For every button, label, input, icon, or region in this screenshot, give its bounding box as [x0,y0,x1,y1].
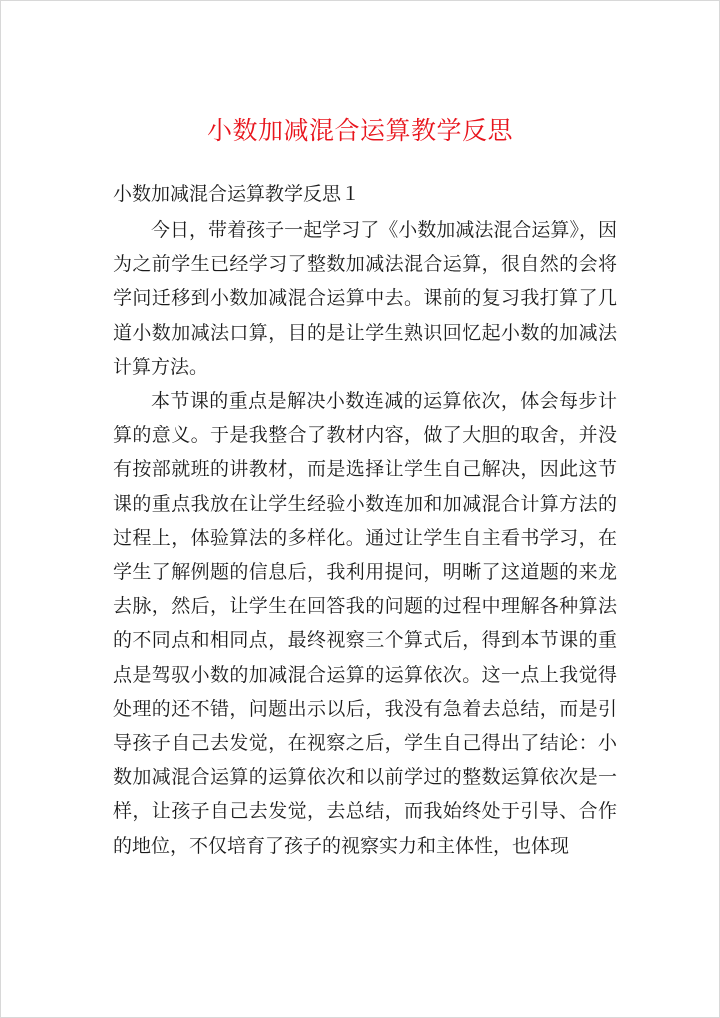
document-subtitle: 小数加减混合运算教学反思１ [113,183,361,205]
paragraph-2: 本节课的重点是解决小数连减的运算依次，体会每步计算的意义。于是我整合了教材内容，做了大胆的取舍，并没有按部就班的讲教材，而是选择让学生自己解决，因此这节课的重点我放在让学生经验小数连加和加减混合计算方法的过程上，体验算法的多样化。通过让学生自主看书学习，在学生了解例题的信息后，我利用提问，明晰了这道题的来龙去脉，然后，让学生在回答我的问题的过程中理解各种算法的不同点和相同点，最终视察三个算式后，得到本节课的重点是驾驭小数的加减混合运算的运算依次。这一点上我觉得处理的还不错，问题出示以后，我没有急着去总结，而是引导孩子自己去发觉，在视察之后，学生自己得出了结论：小数加减混合运算的运算依次和以前学过的整数运算依次是一样，让孩子自己去发觉，去总结，而我始终处于引导、合作的地位，不仅培育了孩子的视察实力和主体性，也体现 [113,390,617,857]
paragraph-1: 今日，带着孩子一起学习了《小数加减法混合运算》，因为之前学生已经学习了整数加减法混合运算，很自然的会将学问迁移到小数加减混合运算中去。课前的复习我打算了几道小数加减法口算，目的是让学生熟识回忆起小数的加减法计算方法。 [113,219,617,378]
document-title: 小数加减混合运算教学反思 [206,116,513,145]
document-body [113,213,617,863]
